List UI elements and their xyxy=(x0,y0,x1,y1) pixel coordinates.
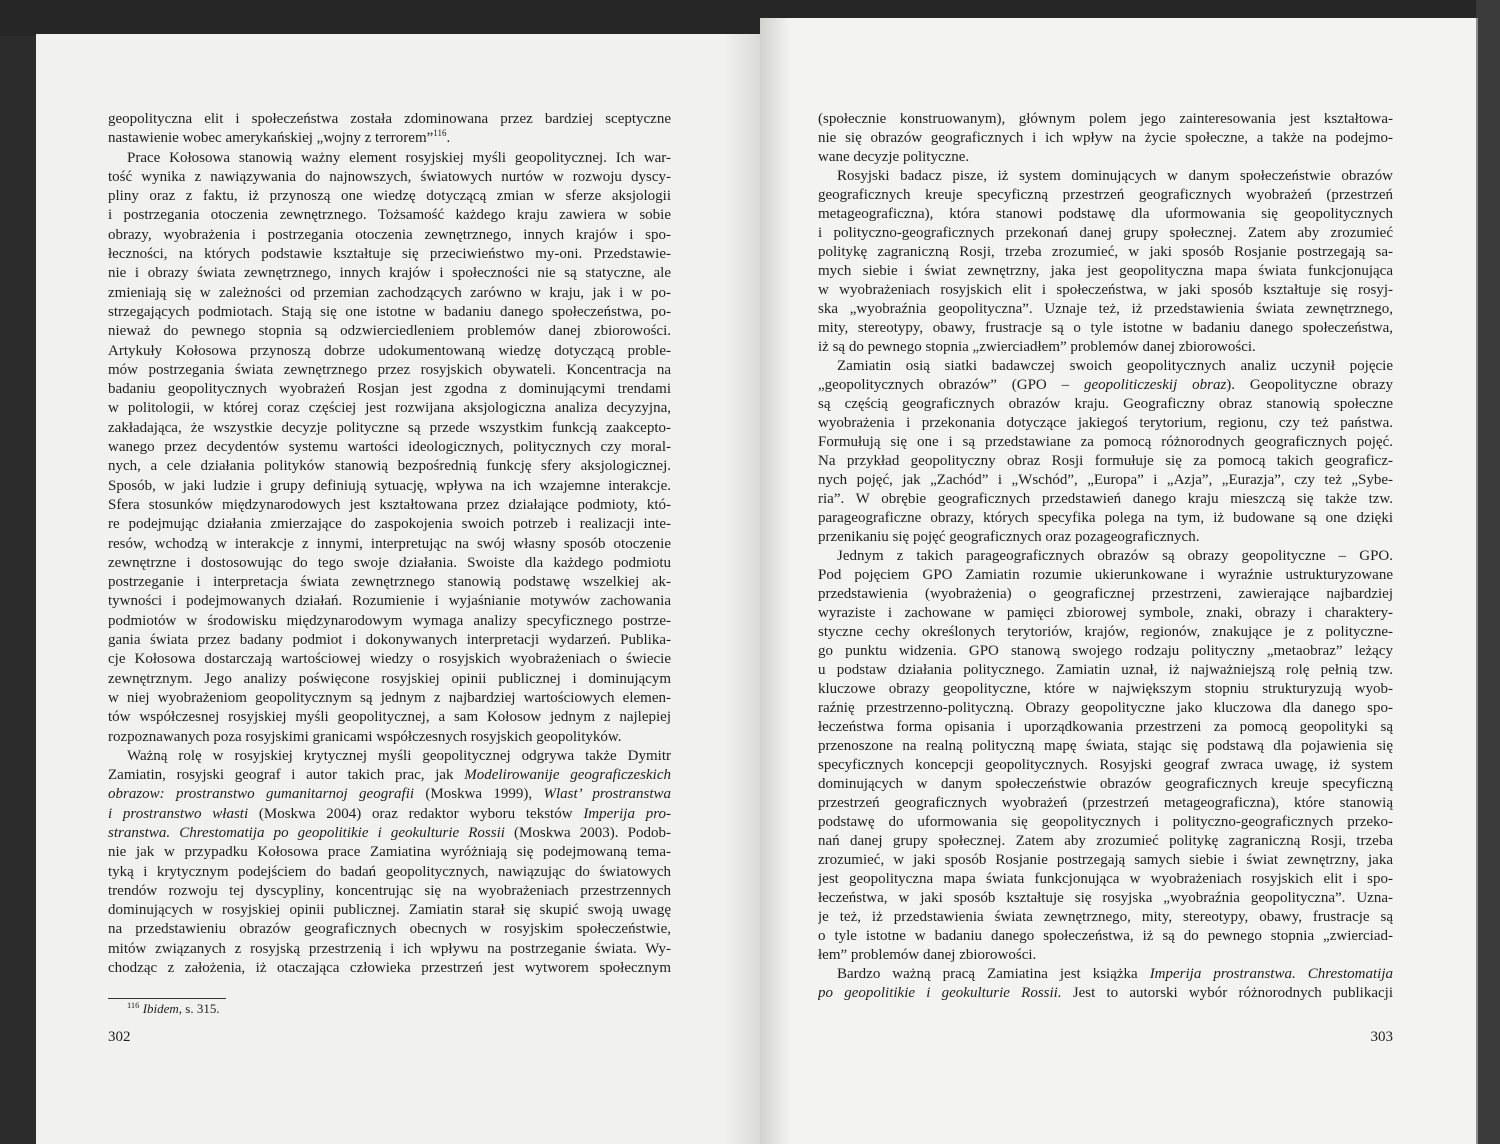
text-line: rozpoznawanych poza rosyjskimi granicami współczesnych rosyjskich geopolityków. xyxy=(108,728,622,745)
italic-text-segment: stranstwa. Chrestomatija po geopolitikie i geokulturie Rossii xyxy=(108,824,505,841)
text-line: przedstawienia (wyobrażenia) o geograficznej przestrzeni, zawierające najbardziej xyxy=(818,586,1393,602)
text-line: metageograficzna), która stanowi podstawę dla uformowania się geopolitycznych xyxy=(818,206,1393,222)
text-line: dominujących w rosyjskiej opinii publicznej. Zamiatin starał się skupić swoją uwagę xyxy=(108,902,671,919)
paragraph xyxy=(818,965,1393,1003)
text-line xyxy=(818,965,1393,984)
text-line: Sposób, w jaki ludzie i grupy definiują sytuację, wpływa na ich wzajemne interakcje. xyxy=(108,477,671,494)
scanner-background-right xyxy=(1476,0,1500,1144)
text-line: Jednym z takich parageograficznych obrazów są obrazy geopolityczne – GPO. xyxy=(837,548,1393,564)
left-page-body-text xyxy=(108,110,671,978)
italic-text-segment: i prostranstwo własti xyxy=(108,805,249,822)
text-line: wyraziste i zachowane w pamięci zbiorowej symbole, znaki, obrazy i charaktery- xyxy=(818,605,1393,621)
text-line: geograficznych kreuje specyficzną przestrzeń geograficznych wyobrażeń (przestrzeń xyxy=(818,187,1393,203)
text-segment: Jest to autorski wybór różnorodnych publikacji xyxy=(1061,985,1393,1001)
text-line: wyobrażenia i przekonania dotyczące jakiegoś terytorium, regionu, czy też państwa. xyxy=(818,415,1393,431)
text-line xyxy=(108,785,671,804)
text-line: Sfera stosunków międzynarodowych jest kształtowana przez działające podmioty, któ- xyxy=(108,496,671,513)
text-line: iż są do pewnego stopnia „zwierciadłem” problemów danej zbiorowości. xyxy=(818,339,1256,355)
text-line: styczne cechy określonych terytoriów, krajów, regionów, znakujące je z polityczne- xyxy=(818,624,1393,640)
gutter-shadow xyxy=(760,18,790,1144)
text-line: przenoszone na realną polityczną mapę świata, stając się podstawą dla pojawienia się xyxy=(818,738,1393,754)
text-line: zewnętrzne i dostosowując do tego swoje działania. Swoiste dla każdego podmiotu xyxy=(108,554,671,571)
text-line: postrzeganie i interpretacja świata zewnętrznego stanowią podstawę wszelkiej ak- xyxy=(108,574,671,591)
text-line: są częścią geograficznych obrazów kraju. Geograficzny obraz stanowią społeczne xyxy=(818,396,1393,412)
text-line: w wyobrażeniach rosyjskich elit i społeczeństwa, w jaki sposób kształtuje się rosyj- xyxy=(818,282,1393,298)
text-line: ska „wyobraźnia geopolityczna”. Uznaje też, iż przedstawienia świata zewnętrznego, xyxy=(818,301,1393,317)
paragraph xyxy=(108,747,671,979)
text-line: łeczeństwa forma opisania i uporządkowania przestrzeni za pomocą geopolityki są xyxy=(818,719,1393,735)
italic-text-segment: Ibidem xyxy=(142,1001,179,1016)
text-line: tów współczesnej rosyjskiej myśli geopolitycznej, a sam Kołosow jednym z najlepiej xyxy=(108,709,671,726)
page-number-left: 302 xyxy=(108,1029,131,1045)
text-line xyxy=(108,824,671,843)
text-line: ria”. W obrębie geograficznych przedstawień danego kraju mieszczą się także tzw. xyxy=(818,491,1393,507)
text-segment: . xyxy=(446,130,451,147)
text-line: re podejmując działania zmierzające do zaspokojenia swoich potrzeb i realizacji inte- xyxy=(108,516,671,533)
text-line: go punktu widzenia. GPO stanową swojego rodzaju polityczny „metaobraz” leżący xyxy=(818,643,1393,659)
paragraph xyxy=(108,110,671,149)
text-line: łem” problemów danej zbiorowości. xyxy=(818,947,1037,963)
text-line: przenikaniu się pojęć geograficznych oraz pozageograficznych. xyxy=(818,529,1200,545)
text-line: łeczeństwa, w jaki sposób kształtuje się rosyjska „wyobraźnia geopolityczna”. Uzna- xyxy=(818,890,1393,906)
footnote xyxy=(108,1000,690,1017)
text-line: zmieniają się w zależności od przemian zachodzących zarówno w kraju, jak i w po- xyxy=(108,284,671,301)
text-line: Artykuły Kołosowa przynoszą dobrze udokumentowaną wiedzę dotyczącą proble- xyxy=(108,342,671,359)
text-line xyxy=(818,376,1393,395)
text-line: tywności i podejmowanych działań. Rozumienie i wyjaśnianie motywów zachowania xyxy=(108,593,671,610)
italic-text-segment: obrazow: prostranstwo gumanitarnoj geografii xyxy=(108,786,415,803)
paragraph xyxy=(818,167,1393,357)
text-segment: „geopolitycznych obrazów” (GPO – xyxy=(818,377,1084,393)
gutter-shadow xyxy=(724,34,762,1144)
italic-text-segment: Wlast’ prostranstwa xyxy=(543,786,671,803)
text-line: nych, a cele działania polityków stanowią bezpośrednią funkcję sfery aksjologicznej. xyxy=(108,458,671,475)
text-line: (społecznie konstruowanym), głównym polem jego zainteresowania jest kształtowa- xyxy=(818,111,1393,127)
text-line: podmiotów w środowisku międzynarodowym wymaga analizy specyficznego postrze- xyxy=(108,612,671,629)
italic-text-segment: Imperija prostranstwa. Chrestomatija xyxy=(1149,966,1393,982)
text-line: podstawę do uformowania się geopolitycznych i polityczno-geograficznych przeko- xyxy=(818,814,1393,830)
text-segment: (Moskwa 2004) oraz redaktor wyboru tekstów xyxy=(248,805,584,822)
text-line: wane decyzje polityczne. xyxy=(818,149,970,165)
text-line xyxy=(108,129,671,148)
text-line: zewnętrznym. Jego analizy poświęcone rosyjskiej opinii publicznej i dominującym xyxy=(108,670,671,687)
footnote-marker: 116 xyxy=(127,1000,140,1010)
paragraph xyxy=(818,547,1393,965)
text-line xyxy=(108,805,671,824)
right-page-body-text xyxy=(818,110,1393,1003)
text-line: tyką i krytycznym podejściem do badań geopolitycznych, nawiązując do światowych xyxy=(108,863,671,880)
text-line: resów, wchodzą w interakcje z innymi, interpretując na swój własny sposób otoczenie xyxy=(108,535,671,552)
text-line: trendów rozwoju tej dyscypliny, koncentrując się na wyobrażeniach przestrzennych xyxy=(108,882,671,899)
text-line: gania świata przez badany podmiot i dokonywanych interpretacji wydarzeń. Publika- xyxy=(108,632,671,649)
text-line: chodząc z założenia, iż otaczająca człowieka przestrzeń jest wytworem społecznym xyxy=(108,960,671,977)
text-line: mów postrzegania świata zewnętrznego przez rosyjskich obywateli. Koncentracja na xyxy=(108,361,671,378)
text-line: nie się obrazów geograficznych i ich wpływ na życie społeczne, a także na podejmo- xyxy=(818,130,1393,146)
text-line: politykę zagraniczną Rosji, trzeba zrozumieć, w jaki sposób Rosjanie postrzegają sa- xyxy=(818,244,1393,260)
text-line: mitów związanych z rosyjską przestrzenią i ich wpływu na postrzeganie świata. Wy- xyxy=(108,940,671,957)
text-line: nieważ do pewnego stopnia są odzwierciedleniem problemów danej zbiorowości. xyxy=(108,323,671,340)
text-line: tość wynika z nawiązywania do najnowszych, światowych nurtów w rozwoju dyscy- xyxy=(108,168,671,185)
italic-text-segment: Modelirowanije geograficzeskich xyxy=(464,767,671,784)
text-line: i postrzegania otoczenia zewnętrznego. Tożsamość każdego kraju zawiera w sobie xyxy=(108,207,671,224)
text-line: Rosyjski badacz pisze, iż system dominujących w danym społeczeństwie obrazów xyxy=(837,168,1393,184)
text-line: specyficznych koncepcji geopolitycznych. Rosyjski geograf zwraca uwagę, iż system xyxy=(818,757,1393,773)
text-line: u podstaw działania politycznego. Zamiatin uznał, iż najważniejszą rolę pełnią tzw. xyxy=(818,662,1393,678)
text-line: w politologii, w której coraz częściej jest rozwijana aksjologiczna analiza decyzyjna, xyxy=(108,400,671,417)
text-segment: nastawienie wobec amerykańskiej „wojny z terrorem” xyxy=(108,130,434,147)
text-line: dominujących w danym społeczeństwie obrazów geograficznych kreuje specyficzną xyxy=(818,776,1393,792)
text-line: obrazy, wyobrażenia i postrzegania otoczenia zewnętrznego, innych krajów i spo- xyxy=(108,226,671,243)
text-line: Na przykład geopolityczny obraz Rosji formułuje się za pomocą takich geograficz- xyxy=(818,453,1393,469)
text-line: na przedstawieniu obrazów geograficznych obecnych w rosyjskim społeczeństwie, xyxy=(108,921,671,938)
text-line: wanego przez decydentów systemu wartości ideologicznych, politycznych czy moral- xyxy=(108,439,671,456)
text-line: w niej wyobrażeniom geopolitycznym są jednym z najbardziej wartościowych elemen- xyxy=(108,689,671,706)
text-line: raźnię przestrzenno-polityczną. Obrazy geopolityczne jako kluczowa dla danego spo- xyxy=(818,700,1393,716)
text-line: o tyle istotne w badaniu danego społeczeństwa, iż są do pewnego stopnia „zwierciad- xyxy=(818,928,1393,944)
text-line: kluczowe obrazy geopolityczne, które w największym stopniu strukturyzują wyob- xyxy=(818,681,1393,697)
text-line: nie jak w przypadku Kołosowa prace Zamiatina wyróżniają się podejmowaną tema- xyxy=(108,844,671,861)
text-line: Prace Kołosowa stanowią ważny element rosyjskiej myśli geopolitycznej. Ich war- xyxy=(127,149,671,166)
italic-text-segment: po geopolitikie i geokulturie Rossii. xyxy=(818,985,1062,1001)
text-line: zakładająca, że wszystkie decyzje polityczne są przede wszystkim funkcją zaakcepto- xyxy=(108,419,671,436)
text-segment: Bardzo ważną pracą Zamiatina jest książka xyxy=(837,966,1150,982)
text-line: geopolityczna elit i społeczeństwa została zdominowana przez bardziej sceptyczne xyxy=(108,111,671,127)
italic-text-segment: geopoliticzeskij obraz xyxy=(1083,377,1227,393)
text-line: przestrzeń geograficznych wyobrażeń (przestrzeń metageograficzna), które stanowią xyxy=(818,795,1393,811)
text-segment: (Moskwa 1999), xyxy=(414,786,544,803)
text-line xyxy=(108,766,671,785)
text-line: jest geopolityczna mapa świata funkcjonująca w wyobrażeniach rosyjskich elit i spo- xyxy=(818,871,1393,887)
text-segment: ). Geopolityczne obrazy xyxy=(1226,377,1393,393)
text-line: nań danej grupy społecznej. Zatem aby zrozumieć politykę zagraniczną Rosji, trzeba xyxy=(818,833,1393,849)
text-segment: , s. 315. xyxy=(178,1001,220,1016)
text-line: badaniu geopolitycznych wyobrażeń Rosjan jest zgodna z dominującymi trendami xyxy=(108,381,671,398)
text-line: mych siebie i świat zewnętrzny, jaka jest geopolityczna mapa świata funkcjonująca xyxy=(818,263,1393,279)
text-line: je też, iż przedstawienia świata zewnętrznego, mity, stereotypy, obawy, frustracje są xyxy=(818,909,1393,925)
page-edge-line xyxy=(1476,18,1478,1144)
text-line: pliny oraz z faktu, iż przynoszą one wiedzę dotyczącą zmian w sferze aksjologii xyxy=(108,188,671,205)
text-line: zrozumieć, w jaki sposób Rosjanie postrzegają samych siebie i świat zewnętrzny, jaka xyxy=(818,852,1393,868)
footnote-separator xyxy=(108,998,226,999)
paragraph xyxy=(818,110,1393,167)
text-line xyxy=(818,984,1393,1003)
text-line: cje Kołosowa dostarczają wartościowej wiedzy o rosyjskich wyobrażeniach o świecie xyxy=(108,651,671,668)
text-line: Formułują się one i są przedstawiane za pomocą różnorodnych geograficznych pojęć. xyxy=(818,434,1393,450)
text-line: parageograficzne obrazy, których specyfika polega na tym, iż budowane są one dzięki xyxy=(818,510,1393,526)
text-line: nie i obrazy świata zewnętrznego, innych krajów i społeczności nie są statyczne, ale xyxy=(108,265,671,282)
text-line: nych pojęć, jak „Zachód” i „Wschód”, „Europa” i „Azja”, „Eurazja”, czy też „Sybe- xyxy=(818,472,1393,488)
footnote-marker: 116 xyxy=(433,129,447,139)
paragraph xyxy=(108,149,671,747)
text-line: Ważną rolę w rosyjskiej krytycznej myśli geopolitycznej odgrywa także Dymitr xyxy=(127,747,671,764)
text-line: Zamiatin osią siatki badawczej swoich geopolitycznych analiz uczynił pojęcie xyxy=(837,358,1393,374)
text-line: łeczności, na których podstawie kształtuje się przeciwieństwo my-oni. Przedstawie- xyxy=(108,246,671,263)
text-line: Pod pojęciem GPO Zamiatin rozumie ukierunkowane i wyraźnie ustrukturyzowane xyxy=(818,567,1393,583)
page-number-right: 303 xyxy=(1370,1029,1393,1045)
text-line: mity, stereotypy, obawy, frustracje są o tyle istotne w badaniu danego społeczeństwa, xyxy=(818,320,1393,336)
text-segment: Zamiatin, rosyjski geograf i autor takich prac, jak xyxy=(108,767,465,784)
italic-text-segment: Imperija pro- xyxy=(583,805,671,822)
paragraph xyxy=(818,357,1393,547)
text-segment: (Moskwa 2003). Podob- xyxy=(504,824,671,841)
text-line: i polityczno-geograficznych przekonań danej grupy społecznej. Zatem aby zrozumieć xyxy=(818,225,1393,241)
text-line: strzegających podmiotach. Stają się one istotne w badaniu danego społeczeństwa, po- xyxy=(108,303,671,320)
